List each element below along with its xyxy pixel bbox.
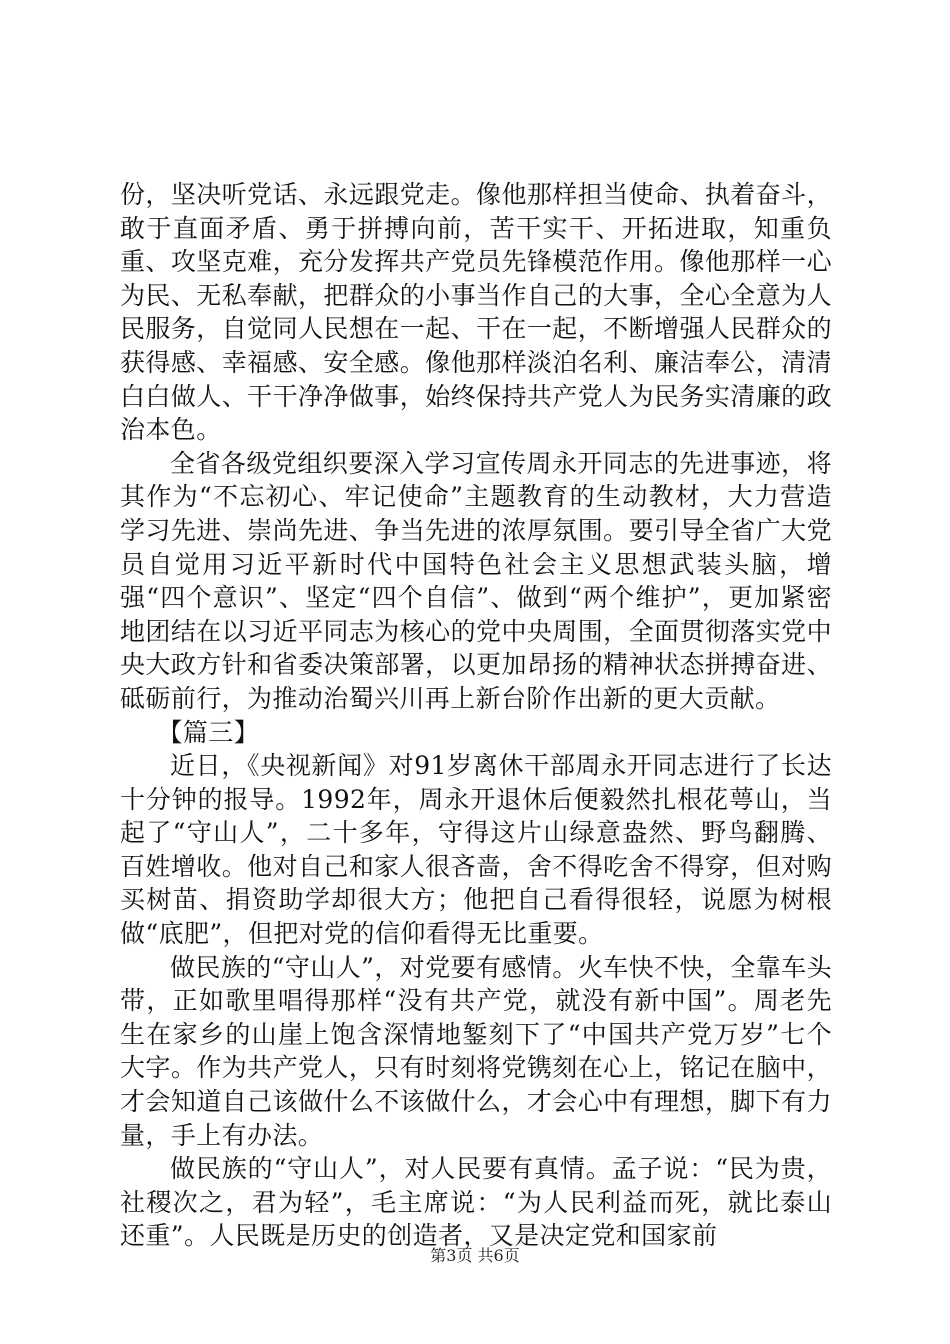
paragraph-1: 份，坚决听党话、永远跟党走。像他那样担当使命、执着奋斗，敢于直面矛盾、勇于拼搏向前，苦干实干、开拓进取，知重负重、攻坚克难，充分发挥共产党员先锋模范作用。像他那样一心为民、无私奉献，把群众的小事当作自己的大事，全心全意为人民服务，自觉同人民想在一起、干在一起，不断增强人民群众的获得感、幸福感、安全感。像他那样淡泊名利、廉洁奉公，清清白白做人、干干净净做事，始终保持共产党人为民务实清廉的政治本色。 [120,180,832,445]
paragraph-5: 做民族的“守山人”，对人民要有真情。孟子说：“民为贵，社稷次之，君为轻”，毛主席说：“为人民利益而死，就比泰山还重”。人民既是历史的创造者，又是决定党和国家前 [120,1154,832,1251]
paragraph-2: 全省各级党组织要深入学习宣传周永开同志的先进事迹，将其作为“不忘初心、牢记使命”主题教育的生动教材，大力营造学习先进、崇尚先进、争当先进的浓厚氛围。要引导全省广大党员自觉用习近平新时代中国特色社会主义思想武装头脑，增强“四个意识”、坚定“四个自信”、做到“两个维护”，更加紧密地团结在以习近平同志为核心的党中央周围，全面贯彻落实党中央大政方针和省委决策部署，以更加昂扬的精神状态拼搏奋进、砥砺前行，为推动治蜀兴川再上新台阶作出新的更大贡献。 [120,448,832,713]
paragraph-4: 做民族的“守山人”，对党要有感情。火车快不快，全靠车头带，正如歌里唱得那样“没有共产党，就没有新中国”。周老先生在家乡的山崖上饱含深情地錾刻下了“中国共产党万岁”七个大字。作为共产党人，只有时刻将党镌刻在心上，铭记在脑中，才会知道自己该做什么不该做什么，才会心中有理想，脚下有力量，手上有办法。 [120,952,832,1150]
page-footer: 第3页 共6页 [430,1246,520,1265]
paragraph-3: 近日，《央视新闻》对91岁离休干部周永开同志进行了长达十分钟的报导。1992年，周永开退休后便毅然扎根花萼山，当起了“守山人”，二十多年，守得这片山绿意盎然、野鸟翻腾、百姓增收。他对自己和家人很吝啬，舍不得吃舍不得穿，但对购买树苗、捐资助学却很大方；他把自己看得很轻，说愿为树根做“底肥”，但把对党的信仰看得无比重要。 [120,751,832,949]
document-body [120,178,832,1253]
section-heading: 【篇三】 [157,717,260,747]
